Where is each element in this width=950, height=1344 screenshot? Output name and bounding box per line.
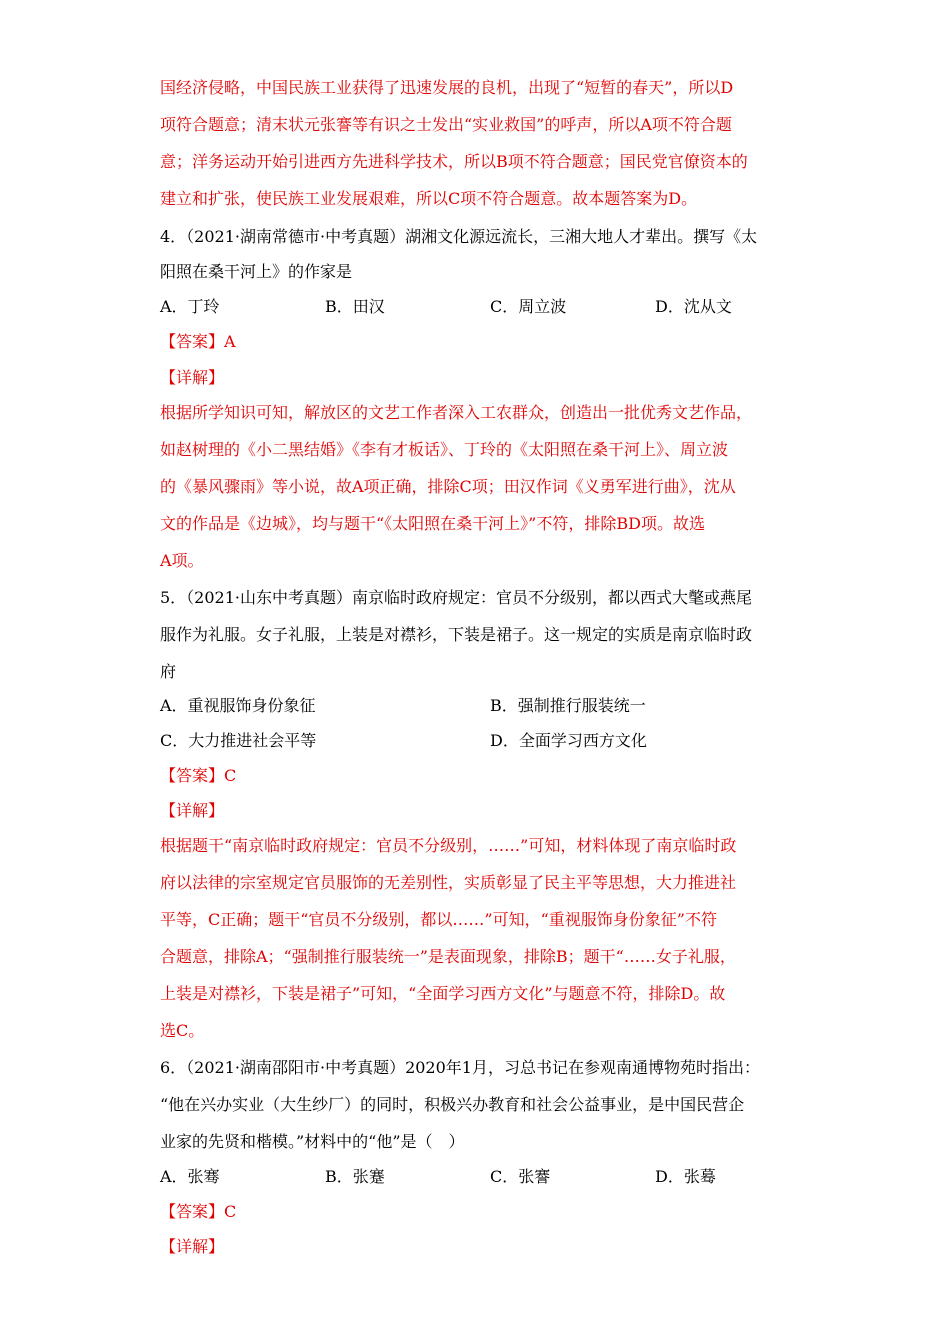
explanation-line: A项。 [160, 551, 204, 570]
option-c: C．大力推进社会平等 [160, 731, 317, 750]
option-c: C．周立波 [490, 297, 567, 316]
option-b: B．张蹇 [325, 1167, 385, 1186]
option-c: C．张謇 [490, 1167, 551, 1186]
question-stem: 业家的先贤和楷模。”材料中的“他”是（ ） [160, 1132, 465, 1151]
option-a: A．丁玲 [160, 297, 220, 316]
explanation-line: 府以法律的宗室规定官员服饰的无差别性，实质彰显了民主平等思想，大力推进社 [160, 873, 737, 892]
option-d: D．全面学习西方文化 [490, 731, 647, 750]
question-stem: 服作为礼服。女子礼服，上装是对襟衫，下装是裙子。这一规定的实质是南京临时政 [160, 625, 753, 644]
option-d: D．沈从文 [655, 297, 732, 316]
question-stem: 4．（2021·湖南常德市·中考真题）湖湘文化源远流长，三湘大地人才辈出。撰写《太 [160, 227, 758, 246]
answer-tag: 【答案】 [160, 332, 225, 351]
option-b: B．强制推行服装统一 [490, 696, 646, 715]
explanation-line: 上装是对襟衫，下装是裙子”可知，“全面学习西方文化”与题意不符，排除D。故 [160, 984, 726, 1003]
question-stem: 6．（2021·湖南邵阳市·中考真题）2020年1月，习总书记在参观南通博物苑时指出： [160, 1058, 760, 1077]
explanation-line: 平等，C正确；题干“官员不分级别，都以……”可知，“重视服饰身份象征”不符 [160, 910, 717, 929]
answer-value: C [224, 1202, 237, 1221]
question-stem: 阳照在桑干河上》的作家是 [160, 262, 353, 281]
option-a: A．张骞 [160, 1167, 220, 1186]
option-d: D．张蓦 [655, 1167, 716, 1186]
question-stem: “他在兴办实业（大生纱厂）的同时，积极兴办教育和社会公益事业，是中国民营企 [160, 1095, 745, 1114]
answer-line [160, 332, 785, 352]
explanation-line: 国经济侵略，中国民族工业获得了迅速发展的良机，出现了“短暂的春天”，所以D [160, 78, 734, 97]
explanation-line: 根据题干“南京临时政府规定：官员不分级别，……”可知，材料体现了南京临时政 [160, 836, 737, 855]
option-a: A．重视服饰身份象征 [160, 696, 316, 715]
answer-line [160, 766, 785, 786]
answer-value: A [224, 332, 236, 351]
explanation-line: 建立和扩张，使民族工业发展艰难，所以C项不符合题意。故本题答案为D。 [160, 189, 698, 208]
question-stem: 府 [160, 662, 177, 681]
detail-tag: 【详解】 [160, 1237, 225, 1256]
explanation-line: 合题意，排除A；“强制推行服装统一”是表面现象，排除B；题干“……女子礼服， [160, 947, 736, 966]
explanation-line: 选C。 [160, 1021, 205, 1040]
explanation-line: 根据所学知识可知，解放区的文艺工作者深入工农群众，创造出一批优秀文艺作品， [160, 403, 753, 422]
answer-tag: 【答案】 [160, 1202, 225, 1221]
question-stem: 5．（2021·山东中考真题）南京临时政府规定：官员不分级别，都以西式大氅或燕尾 [160, 588, 752, 607]
detail-tag: 【详解】 [160, 801, 225, 820]
explanation-line: 文的作品是《边城》，均与题干“《太阳照在桑干河上》”不符，排除BD项。故选 [160, 514, 705, 533]
explanation-line: 如赵树理的《小二黑结婚》《李有才板话》、丁玲的《太阳照在桑干河上》、周立波 [160, 440, 729, 459]
explanation-line: 项符合题意；清末状元张謇等有识之士发出“实业救国”的呼声，所以A项不符合题 [160, 115, 732, 134]
explanation-line: 的《暴风骤雨》等小说，故A项正确，排除C项；田汉作词《义勇军进行曲》，沈从 [160, 477, 736, 496]
explanation-line: 意；洋务运动开始引进西方先进科学技术，所以B项不符合题意；国民党官僚资本的 [160, 152, 748, 171]
answer-value: C [224, 766, 237, 785]
detail-tag: 【详解】 [160, 368, 225, 387]
answer-tag: 【答案】 [160, 766, 225, 785]
option-b: B．田汉 [325, 297, 385, 316]
answer-line [160, 1202, 785, 1222]
